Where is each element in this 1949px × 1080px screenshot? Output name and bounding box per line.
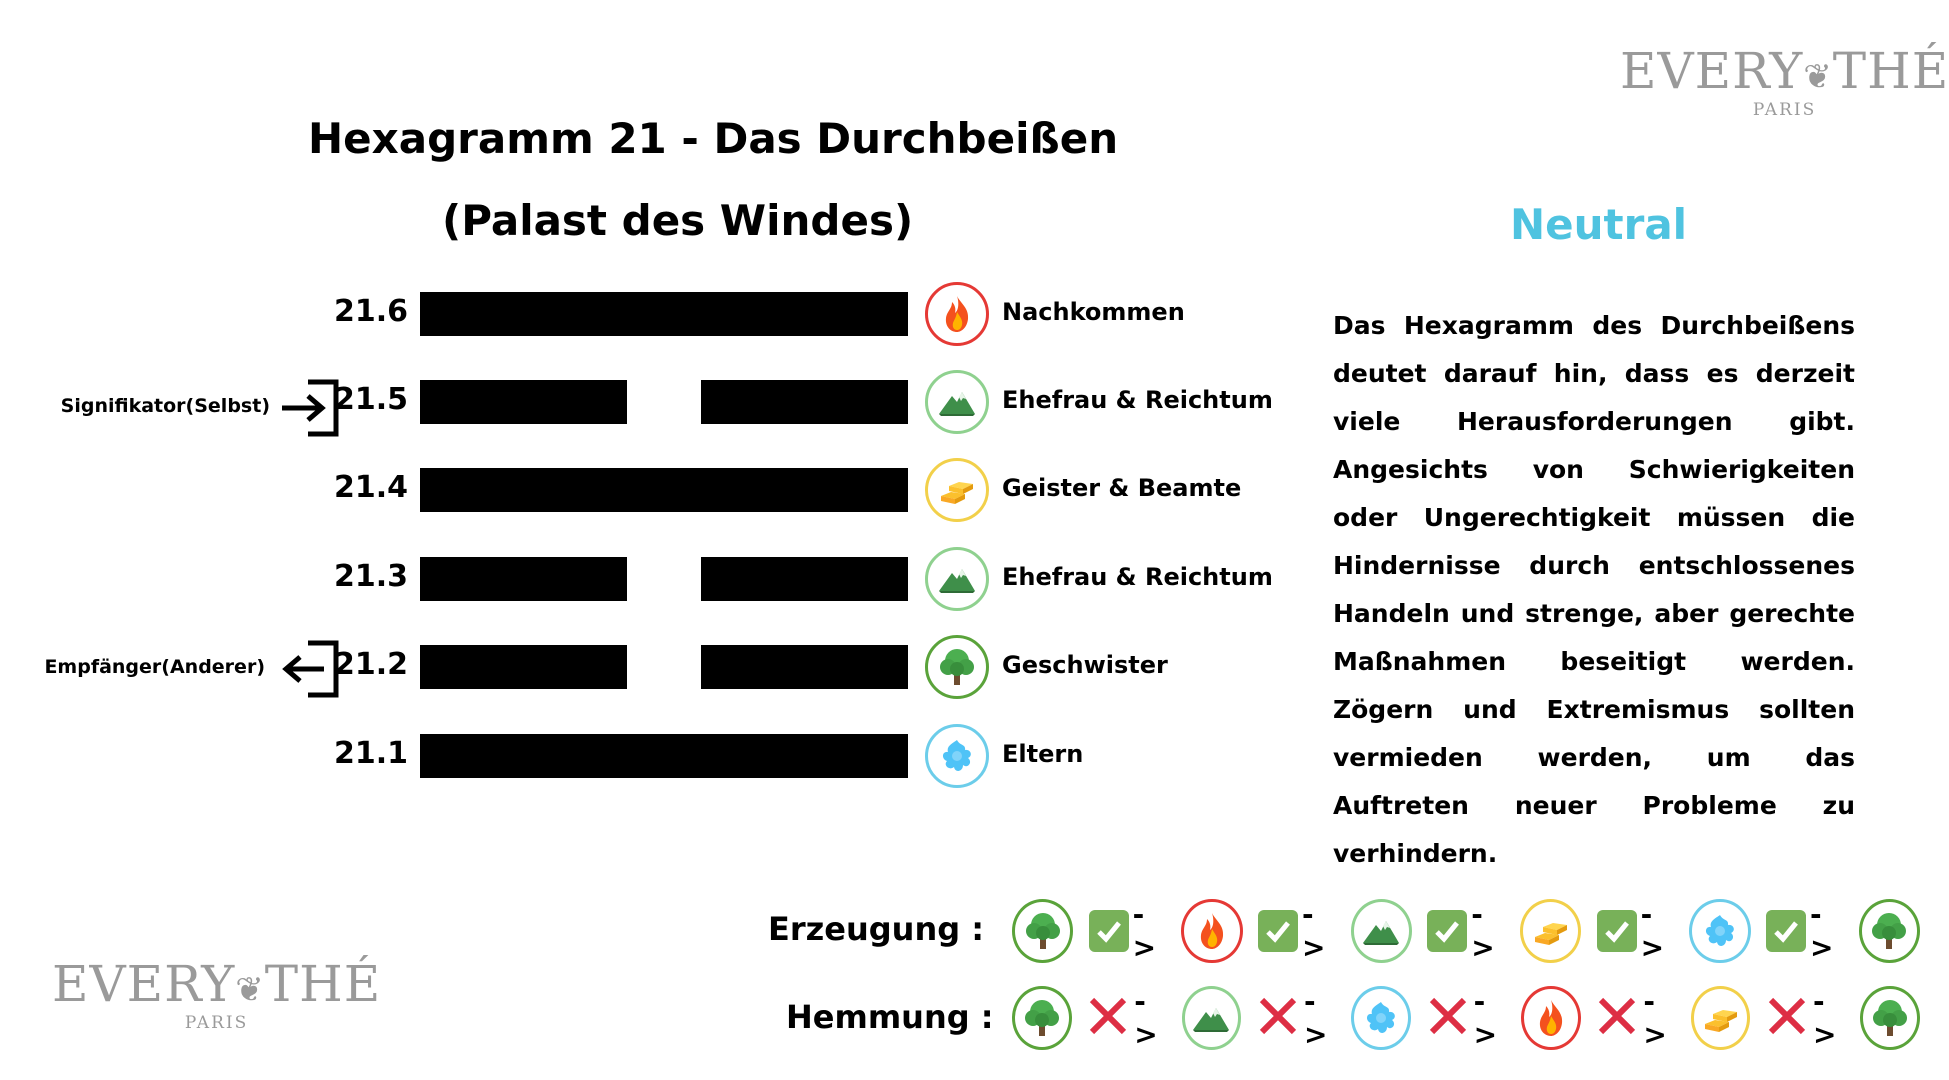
solid-line bbox=[420, 292, 908, 336]
wood-icon bbox=[1859, 899, 1920, 963]
other-marker-label: Empfänger(Anderer) bbox=[44, 656, 265, 678]
metal-icon bbox=[925, 458, 989, 522]
earth-icon bbox=[1182, 986, 1242, 1050]
generation-chain bbox=[1012, 898, 1920, 964]
chain-arrow: - > bbox=[1640, 898, 1665, 964]
inhibition-label: Hemmung : bbox=[786, 998, 994, 1036]
chain-arrow: - > bbox=[1809, 898, 1834, 964]
broken-line-segment bbox=[701, 557, 908, 601]
wood-icon bbox=[1012, 899, 1073, 963]
exit-arrow-icon bbox=[278, 637, 342, 705]
fire-icon bbox=[1521, 986, 1581, 1050]
relation-label: Geister & Beamte bbox=[1002, 474, 1242, 502]
broken-line-segment bbox=[420, 557, 627, 601]
water-icon bbox=[925, 724, 989, 788]
earth-icon bbox=[925, 547, 989, 611]
checkmark-icon bbox=[1766, 910, 1806, 952]
solid-line bbox=[420, 468, 908, 512]
self-marker-label: Signifikator(Selbst) bbox=[60, 395, 270, 417]
fire-icon bbox=[1181, 899, 1242, 963]
cross-icon bbox=[1086, 994, 1130, 1042]
line-label: 21.1 bbox=[333, 736, 408, 771]
earth-icon bbox=[925, 370, 989, 434]
logo-bottom-left: EVERY bbox=[52, 955, 236, 1013]
checkmark-icon bbox=[1089, 910, 1129, 952]
page-subtitle: (Palast des Windes) bbox=[442, 196, 914, 245]
line-label: 21.4 bbox=[333, 470, 408, 505]
water-icon bbox=[1689, 899, 1750, 963]
line-label: 21.6 bbox=[333, 294, 408, 329]
line-label: 21.5 bbox=[333, 382, 408, 417]
line-label: 21.3 bbox=[333, 559, 408, 594]
metal-icon bbox=[1520, 899, 1581, 963]
logo-top-ornament-icon: ❦ bbox=[1803, 57, 1833, 97]
chain-arrow: - > bbox=[1303, 985, 1328, 1051]
logo-top bbox=[1620, 42, 1949, 120]
broken-line-segment bbox=[701, 380, 908, 424]
metal-icon bbox=[1691, 986, 1751, 1050]
solid-line bbox=[420, 734, 908, 778]
broken-line-segment bbox=[420, 645, 627, 689]
wood-icon bbox=[1012, 986, 1072, 1050]
checkmark-icon bbox=[1427, 910, 1467, 952]
logo-top-left: EVERY bbox=[1620, 42, 1804, 100]
page-title: Hexagramm 21 - Das Durchbeißen bbox=[308, 114, 1119, 163]
logo-top-right: THÉ bbox=[1832, 42, 1949, 100]
chain-arrow: - > bbox=[1471, 898, 1495, 964]
relation-label: Eltern bbox=[1002, 740, 1084, 768]
chain-arrow: - > bbox=[1132, 898, 1157, 964]
inhibition-chain bbox=[1012, 985, 1920, 1051]
generation-label: Erzeugung : bbox=[768, 910, 985, 948]
wood-icon bbox=[925, 635, 989, 699]
checkmark-icon bbox=[1258, 910, 1298, 952]
relation-label: Geschwister bbox=[1002, 651, 1168, 679]
broken-line-segment bbox=[701, 645, 908, 689]
logo-bottom-ornament-icon: ❦ bbox=[235, 970, 265, 1010]
relation-label: Ehefrau & Reichtum bbox=[1002, 563, 1273, 591]
chain-arrow: - > bbox=[1134, 985, 1158, 1051]
checkmark-icon bbox=[1597, 910, 1637, 952]
chain-arrow: - > bbox=[1813, 985, 1837, 1051]
line-label: 21.2 bbox=[333, 647, 408, 682]
chain-arrow: - > bbox=[1473, 985, 1498, 1051]
chain-arrow: - > bbox=[1301, 898, 1326, 964]
verdict: Neutral bbox=[1510, 200, 1688, 249]
logo-bottom bbox=[52, 955, 381, 1033]
earth-icon bbox=[1351, 899, 1412, 963]
broken-line-segment bbox=[420, 380, 627, 424]
wood-icon bbox=[1860, 986, 1920, 1050]
cross-icon bbox=[1765, 994, 1809, 1042]
fire-icon bbox=[925, 282, 989, 346]
cross-icon bbox=[1426, 994, 1470, 1042]
enter-arrow-icon bbox=[278, 376, 342, 444]
logo-top-sub: PARIS bbox=[1752, 100, 1817, 120]
chain-arrow: - > bbox=[1643, 985, 1667, 1051]
logo-bottom-right: THÉ bbox=[264, 955, 382, 1013]
cross-icon bbox=[1256, 994, 1300, 1042]
description: Das Hexagramm des Durchbeißens deutet darauf hin, dass es derzeit viele Herausforderungen gibt. Angesichts von Schwierigkeiten oder Ungerechtigkeit müssen die Hindernisse durch entschlossenes Handeln und strenge, aber gerechte Maßnahmen beseitigt werden. Zögern und Extremismus sollten vermieden werden, um das Auftreten neuer Probleme zu verhindern. bbox=[1333, 311, 1855, 868]
relation-label: Ehefrau & Reichtum bbox=[1002, 386, 1273, 414]
logo-bottom-sub: PARIS bbox=[184, 1013, 249, 1033]
water-icon bbox=[1351, 986, 1411, 1050]
relation-label: Nachkommen bbox=[1002, 298, 1185, 326]
cross-icon bbox=[1595, 994, 1639, 1042]
